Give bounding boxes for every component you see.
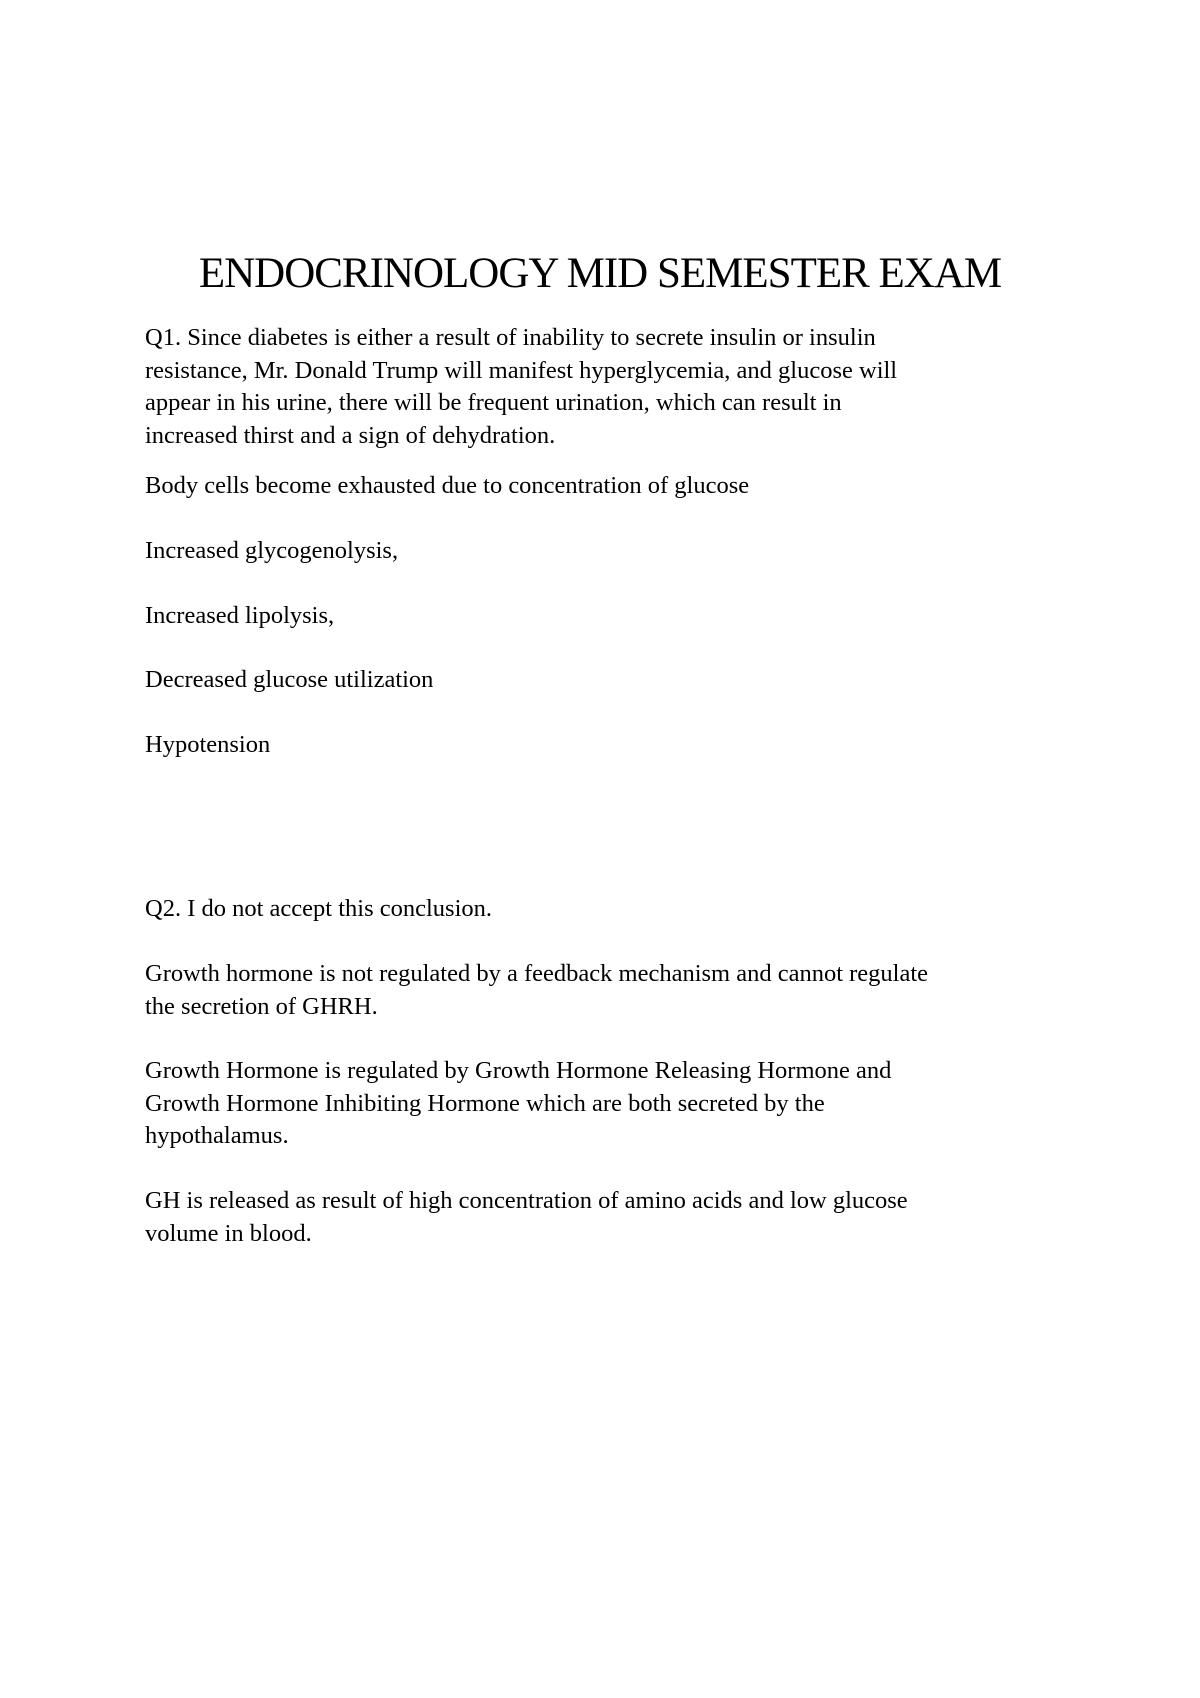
q2-paragraph-regulation	[145, 1055, 1075, 1153]
page-title: ENDOCRINOLOGY MID SEMESTER EXAM	[198, 250, 1002, 297]
q1-point: Hypotension	[145, 731, 271, 758]
text-line: the secretion of GHRH.	[145, 992, 378, 1020]
q1-point: Increased lipolysis,	[145, 602, 335, 629]
text-line: Growth Hormone is regulated by Growth Hormone Releasing Hormone and	[145, 1057, 892, 1084]
text-line: volume in blood.	[145, 1219, 312, 1247]
text-line: hypothalamus.	[145, 1122, 289, 1149]
q2-paragraph-release	[145, 1185, 1075, 1250]
q1-point: Decreased glucose utilization	[145, 666, 434, 693]
q2-answer-intro: Q2. I do not accept this conclusion.	[145, 895, 493, 922]
text-line: Growth hormone is not regulated by a feedback mechanism and cannot regulate	[145, 960, 929, 987]
q1-answer-paragraph	[145, 322, 1075, 452]
q2-paragraph-feedback	[145, 958, 1075, 1023]
text-line: Q1. Since diabetes is either a result of inability to secrete insulin or insulin	[145, 324, 876, 351]
text-line: Growth Hormone Inhibiting Hormone which are both secreted by the	[145, 1089, 825, 1117]
q1-point: Body cells become exhausted due to concentration of glucose	[145, 472, 750, 499]
text-line: appear in his urine, there will be frequent urination, which can result in	[145, 389, 842, 416]
q1-point: Increased glycogenolysis,	[145, 537, 399, 564]
text-line: increased thirst and a sign of dehydration.	[145, 421, 556, 449]
text-line: GH is released as result of high concentration of amino acids and low glucose	[145, 1187, 908, 1214]
text-line: resistance, Mr. Donald Trump will manifest hyperglycemia, and glucose will	[145, 356, 898, 384]
